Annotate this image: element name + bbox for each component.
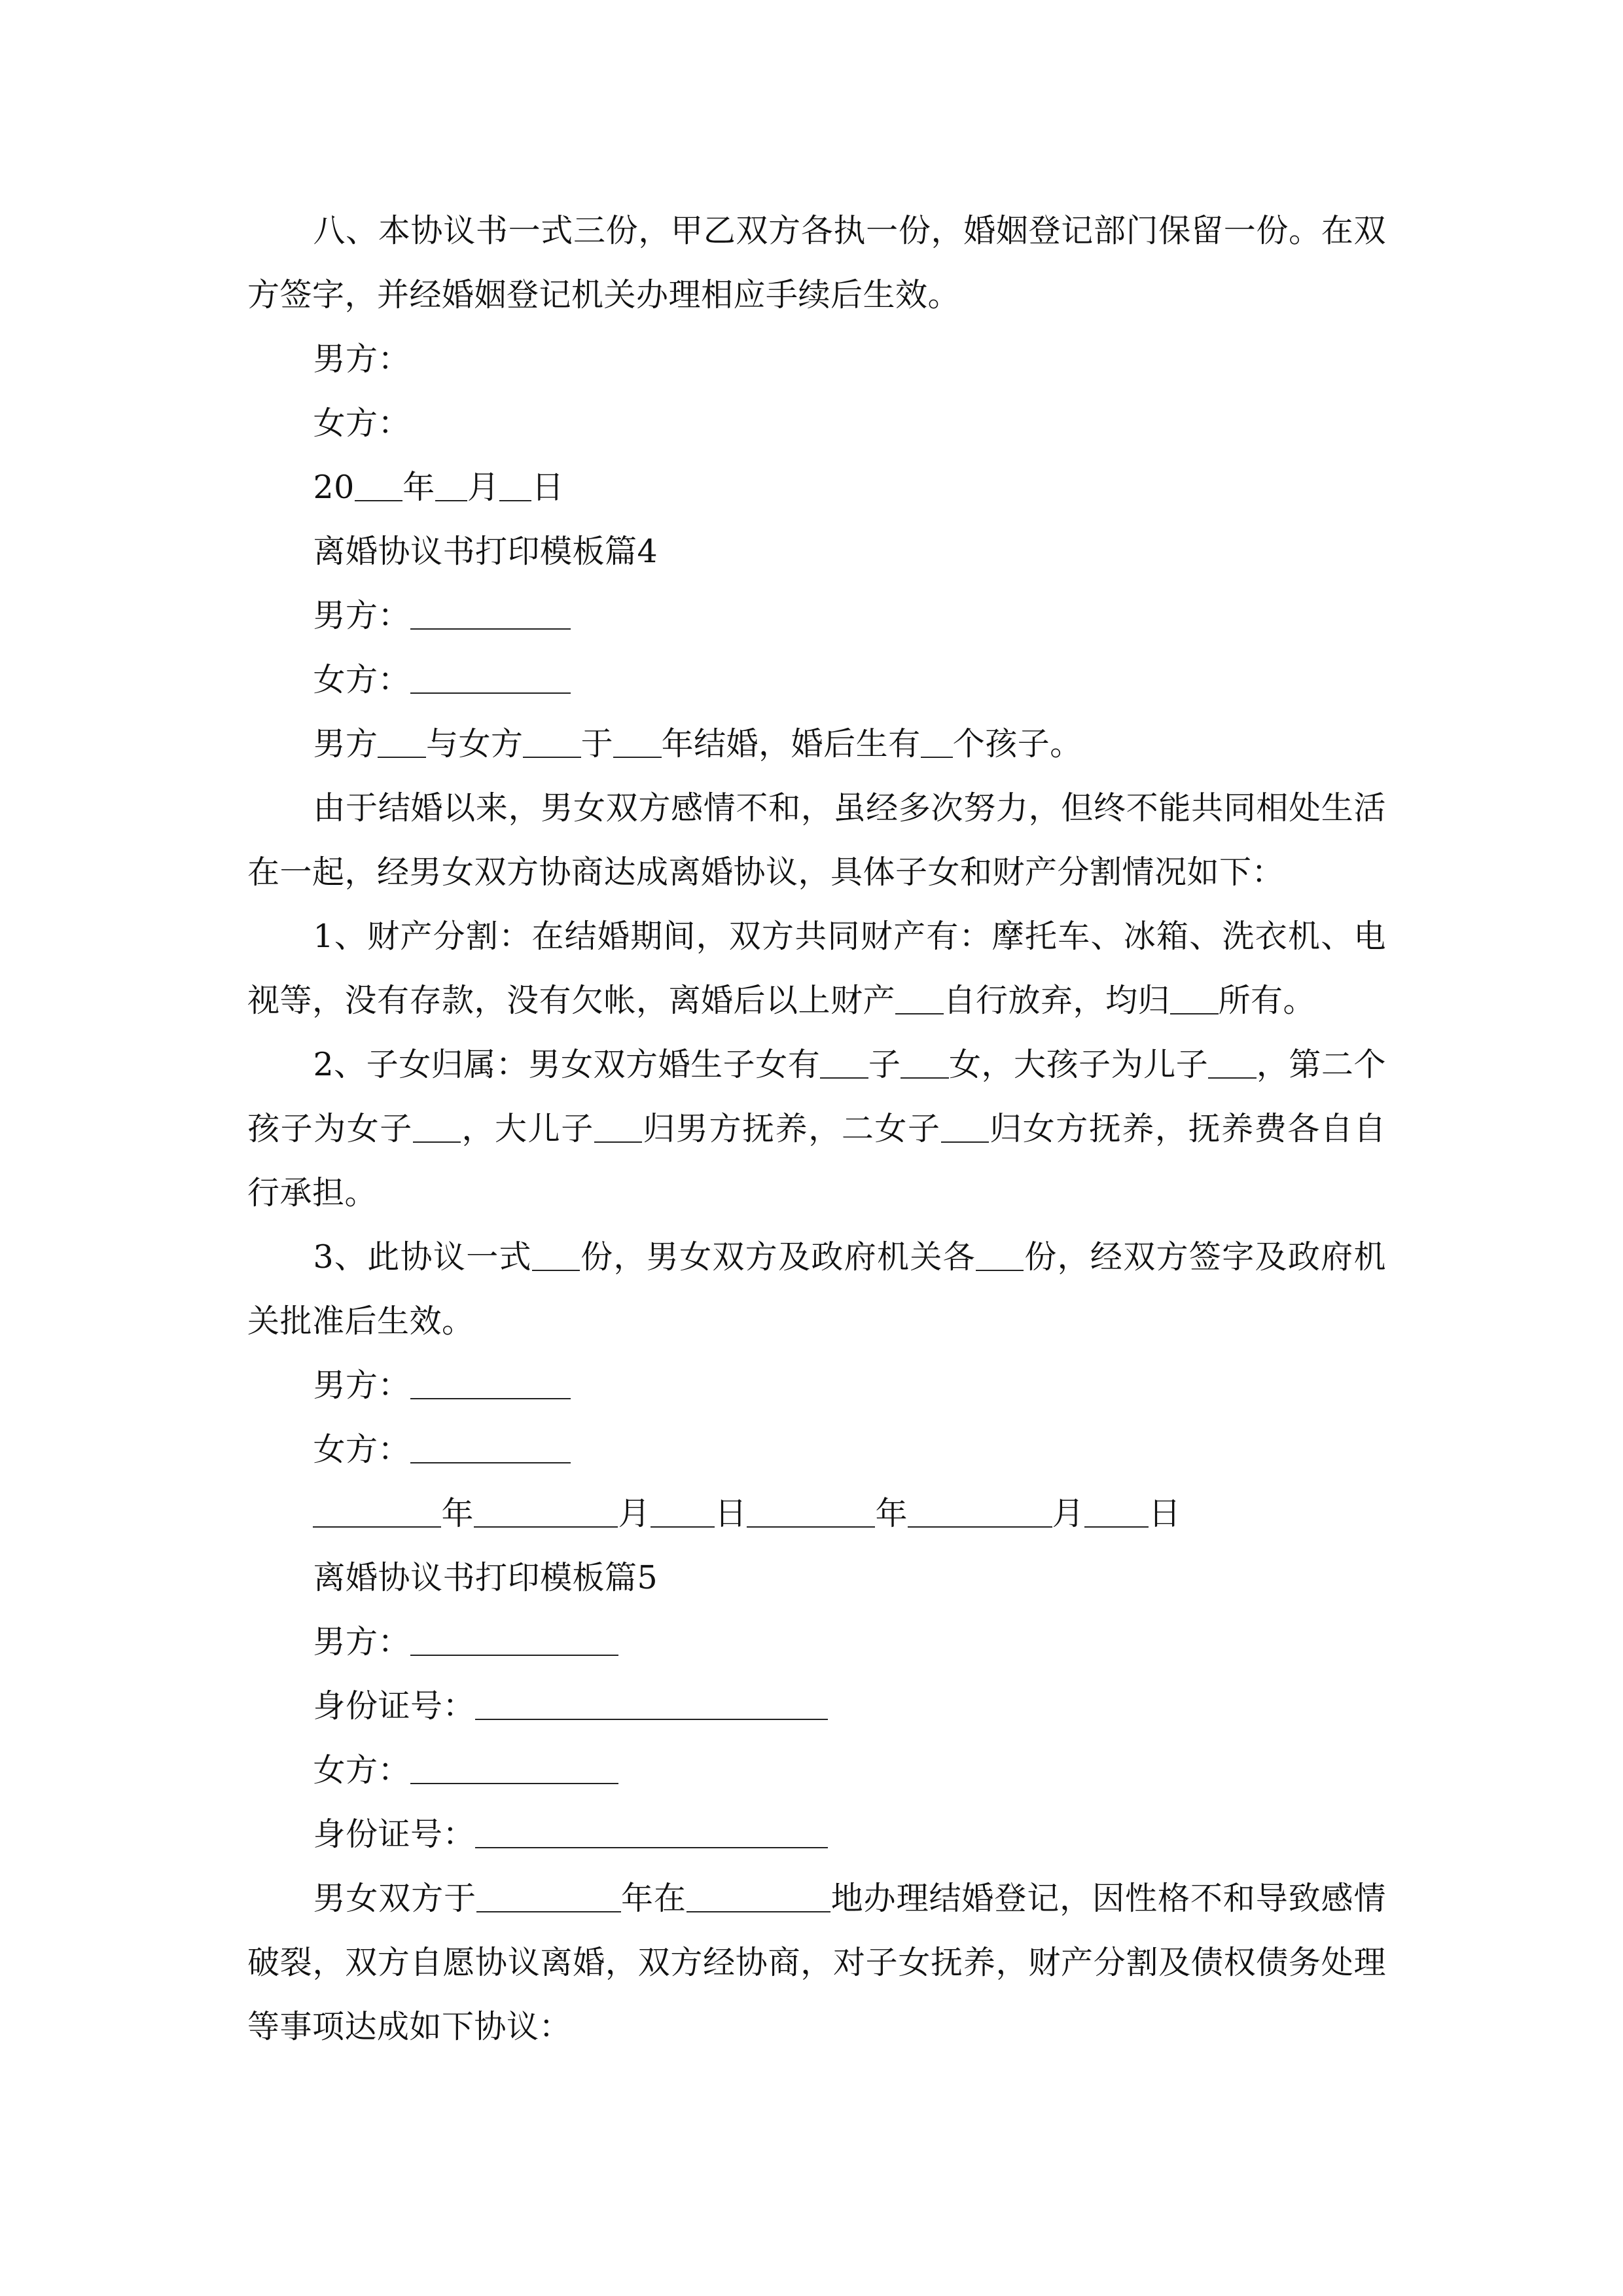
fill-in-blank-line [921, 726, 953, 758]
fill-in-blank-line [378, 726, 426, 758]
fill-in-blank-line [523, 726, 580, 758]
fill-in-blank-line [474, 1496, 618, 1528]
paragraph-text: 八、本协议书一式三份，甲乙双方各执一份，婚姻登记部门保留一份。在双方签字，并经婚姻登记机关办理相应手续后生效。 [247, 212, 1386, 314]
paragraph [247, 456, 1386, 520]
paragraph [247, 1482, 1386, 1546]
paragraph-text: 份，经双方签字及政府机关批准后生效。 [247, 1238, 1386, 1340]
fill-in-blank-line [475, 1816, 828, 1848]
paragraph-text: 归男方抚养，二女子 [642, 1110, 941, 1147]
paragraph-text: 离婚协议书打印模板篇4 [313, 533, 658, 570]
paragraph [247, 1225, 1386, 1354]
paragraph-text: 男方： [313, 1623, 410, 1660]
fill-in-blank-line [594, 1111, 643, 1143]
paragraph [247, 1867, 1386, 2059]
paragraph-text: 女方： [313, 661, 410, 698]
paragraph-text: 子 [868, 1046, 901, 1083]
fill-in-blank-line [410, 662, 571, 694]
paragraph [247, 1033, 1386, 1225]
paragraph-text: 男女双方于 [313, 1880, 477, 1917]
paragraph-text: 1、财产分割：在结婚期间，双方共同财产有：摩托车、冰箱、洗衣机、电视等，没有存款，没有欠帐，离婚后以上财产 [247, 918, 1386, 1019]
paragraph-text: 地办理结婚登记，因性格不和导致感情破裂，双方自愿协议离婚，双方经协商，对子女抚养，财产分割及债权债务处理等事项达成如下协议： [247, 1880, 1386, 2045]
paragraph [247, 712, 1386, 776]
paragraph-text: 份，男女双方及政府机关各 [580, 1238, 976, 1276]
paragraph-text: 归女方抚养，抚养费各自自行承担。 [247, 1110, 1386, 1211]
paragraph-text: 女方： [313, 404, 410, 442]
fill-in-blank-line [976, 1239, 1024, 1271]
paragraph-text: 年 [875, 1495, 908, 1532]
fill-in-blank-line [747, 1496, 875, 1528]
paragraph-text: 身份证号： [313, 1687, 475, 1725]
paragraph [247, 199, 1386, 327]
paragraph-text: 女方： [313, 1431, 410, 1468]
paragraph-text: 女方： [313, 1751, 410, 1789]
paragraph [247, 1610, 1386, 1674]
paragraph [247, 520, 1386, 584]
paragraph-text: 男方： [313, 340, 410, 378]
paragraph-text: 由于结婚以来，男女双方感情不和，虽经多次努力，但终不能共同相处生活在一起，经男女双方协商达成离婚协议，具体子女和财产分割情况如下： [247, 789, 1386, 891]
paragraph [247, 1674, 1386, 1738]
fill-in-blank-line [313, 1496, 441, 1528]
fill-in-blank-line [410, 598, 571, 630]
paragraph-text: 自行放弃，均归 [943, 982, 1171, 1019]
paragraph [247, 648, 1386, 712]
fill-in-blank-line [1084, 1496, 1149, 1528]
paragraph [247, 1546, 1386, 1610]
paragraph-text: 年在 [620, 1880, 687, 1917]
fill-in-blank-line [413, 1111, 461, 1143]
paragraph-text: 个孩子。 [952, 725, 1082, 762]
fill-in-blank-line [476, 1880, 621, 1912]
document-page [247, 199, 1386, 2059]
paragraph-text: 所有。 [1218, 982, 1316, 1019]
paragraph [247, 1418, 1386, 1482]
fill-in-blank-line [820, 1047, 868, 1079]
paragraph-text: 于 [580, 725, 614, 762]
paragraph-text: 3、此协议一式 [313, 1238, 532, 1276]
paragraph [247, 327, 1386, 391]
paragraph [247, 905, 1386, 1033]
paragraph-text: 男方 [313, 725, 378, 762]
paragraph-text: ，第二个孩子为女子 [247, 1046, 1386, 1147]
fill-in-blank-line [475, 1688, 828, 1720]
fill-in-blank-line [532, 1239, 580, 1271]
paragraph [247, 1803, 1386, 1867]
fill-in-blank-line [410, 1752, 619, 1784]
paragraph-text: 离婚协议书打印模板篇5 [313, 1559, 658, 1596]
paragraph-text: 年 [402, 469, 435, 506]
fill-in-blank-line [895, 982, 944, 1014]
paragraph-text: 日 [1149, 1495, 1181, 1532]
fill-in-blank-line [499, 469, 531, 501]
paragraph-text: 年结婚，婚后生有 [661, 725, 921, 762]
fill-in-blank-line [410, 1624, 619, 1656]
fill-in-blank-line [410, 1431, 571, 1463]
paragraph-text: 月 [618, 1495, 651, 1532]
paragraph-text: 男方： [313, 1367, 410, 1404]
fill-in-blank-line [687, 1880, 831, 1912]
paragraph-text: 身份证号： [313, 1816, 475, 1853]
paragraph-text: 月 [1052, 1495, 1085, 1532]
paragraph-text: 20 [313, 469, 355, 506]
paragraph-text: 与女方 [425, 725, 524, 762]
paragraph [247, 776, 1386, 905]
fill-in-blank-line [908, 1496, 1052, 1528]
paragraph-text: 日 [531, 469, 564, 506]
fill-in-blank-line [901, 1047, 949, 1079]
paragraph-text: 月 [467, 469, 500, 506]
fill-in-blank-line [410, 1367, 571, 1399]
paragraph-text: 女，大孩子为儿子 [948, 1046, 1209, 1083]
fill-in-blank-line [613, 726, 662, 758]
paragraph [247, 1354, 1386, 1418]
paragraph-text: 男方： [313, 597, 410, 634]
fill-in-blank-line [355, 469, 403, 501]
fill-in-blank-line [651, 1496, 715, 1528]
fill-in-blank-line [1170, 982, 1219, 1014]
paragraph-text: 年 [441, 1495, 474, 1532]
fill-in-blank-line [435, 469, 467, 501]
fill-in-blank-line [1208, 1047, 1257, 1079]
paragraph [247, 1738, 1386, 1803]
paragraph [247, 584, 1386, 648]
paragraph-text: 2、子女归属：男女双方婚生子女有 [313, 1046, 821, 1083]
paragraph [247, 391, 1386, 456]
fill-in-blank-line [941, 1111, 990, 1143]
paragraph-text: 日 [714, 1495, 747, 1532]
paragraph-text: ，大儿子 [461, 1110, 594, 1147]
